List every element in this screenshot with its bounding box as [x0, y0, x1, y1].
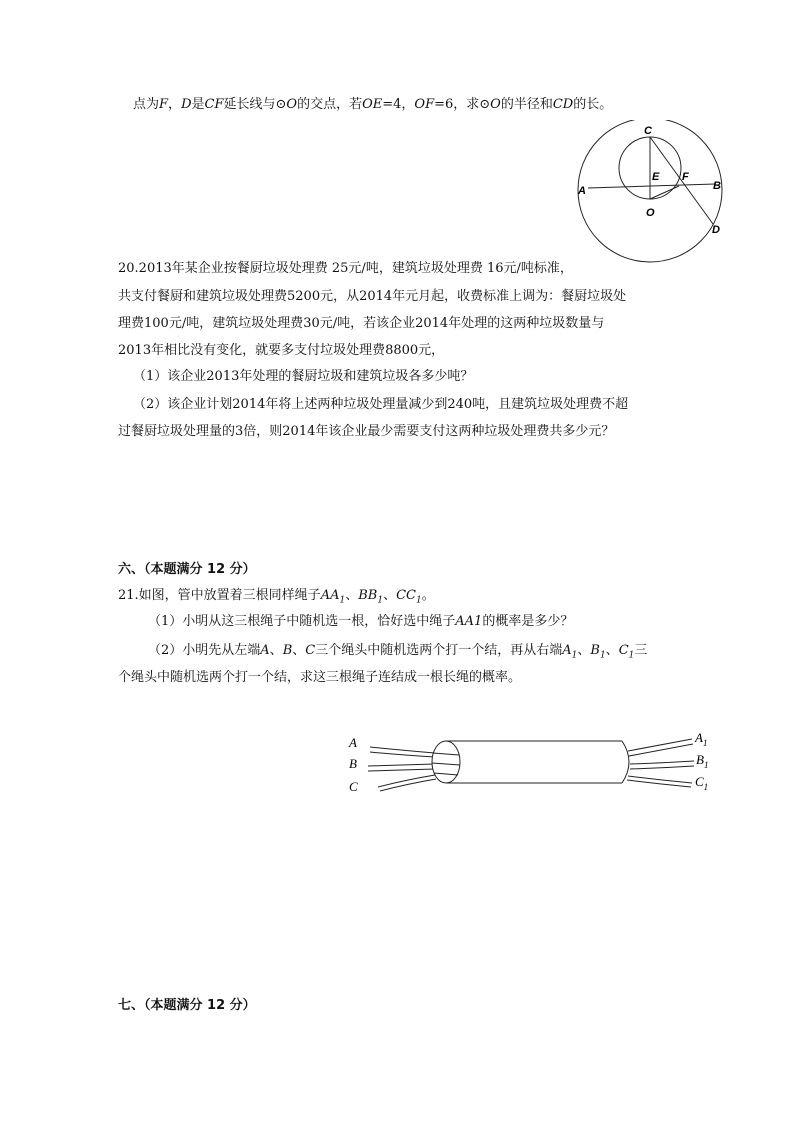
- rope-b-left: [368, 764, 435, 766]
- label-d: D: [712, 224, 720, 236]
- q21-part2-line1: （2）小明先从左端A、B、C三个绳头中随机选两个打一个结，再从右端$A_1$、$B_1$、$C_1$三: [148, 643, 648, 661]
- section-7-title: 七、（本题满分 12 分）: [118, 998, 256, 1013]
- label-right-b1: $B_1$: [696, 752, 709, 770]
- section-6-title: 六、（本题满分 12 分）: [118, 562, 256, 577]
- q21-part2-line2: 个绳头中随机选两个打一个结，求这三根绳子连结成一根长绳的概率。: [118, 670, 522, 685]
- q19-circle-figure: [570, 120, 740, 270]
- label-a: A: [578, 185, 586, 197]
- pipe-right-end: [622, 741, 629, 783]
- label-e: E: [652, 171, 660, 183]
- q19-line1: 点为F，D是CF延长线与⊙O的交点，若OE=4，OF=6，求⊙O的半径和CD的长。: [133, 97, 613, 112]
- label-f: F: [682, 171, 689, 183]
- q20-line2: 共支付餐厨和建筑垃圾处理费5200元，从2014年元月起，收费标准上调为：餐厨垃圾处: [118, 289, 627, 304]
- label-b: B: [713, 180, 721, 192]
- q20-part2-line2: 过餐厨垃圾处理量的3倍，则2014年该企业最少需要支付这两种垃圾处理费共多少元？: [118, 424, 615, 439]
- rope-b-right: [630, 761, 694, 764]
- label-c: C: [644, 125, 652, 137]
- label-right-a1: $A_1$: [695, 730, 708, 748]
- rope-a-right-2: [629, 744, 693, 756]
- rope-b-left-2: [368, 769, 435, 771]
- label-left-a: A: [349, 735, 357, 750]
- segment-of: [650, 186, 679, 199]
- q20-line4: 2013年相比没有变化，就要多支付垃圾处理费8800元，: [118, 343, 445, 358]
- label-left-b: B: [349, 756, 357, 771]
- rope-c-right: [628, 776, 692, 783]
- label-o: O: [646, 207, 655, 219]
- q21-intro: 21.如图，管中放置着三根同样绳子$AA_1$、$BB_1$、$CC_1$。: [118, 588, 435, 606]
- label-right-c1: $C_1$: [695, 774, 709, 792]
- rope-a-right: [628, 739, 692, 751]
- rope-c-left-2: [380, 779, 436, 791]
- q20-part2-line1: （2）该企业计划2014年将上述两种垃圾处理量减少到240吨，且建筑垃圾处理费不超: [133, 397, 629, 412]
- chord-ab: [588, 184, 715, 188]
- rope-a-left: [370, 747, 435, 753]
- q21-part1: （1）小明从这三根绳子中随机选一根，恰好选中绳子AA1的概率是多少？: [148, 614, 574, 629]
- q20-line3: 理费100元/吨，建筑垃圾处理费30元/吨，若该企业2014年处理的这两种垃圾数量与: [118, 316, 605, 331]
- q20-line1: 20.2013年某企业按餐厨垃圾处理费 25元/吨，建筑垃圾处理费 16元/吨标准，: [118, 261, 573, 276]
- q21-pipe-figure: [340, 725, 720, 800]
- rope-a-left-2: [370, 752, 435, 757]
- pipe-left-opening: [432, 741, 460, 783]
- rope-c-right-2: [627, 780, 691, 787]
- label-left-c: C: [349, 779, 358, 794]
- rope-b-right-2: [630, 766, 694, 769]
- q20-part1: （1）该企业2013年处理的餐厨垃圾和建筑垃圾各多少吨？: [133, 369, 474, 384]
